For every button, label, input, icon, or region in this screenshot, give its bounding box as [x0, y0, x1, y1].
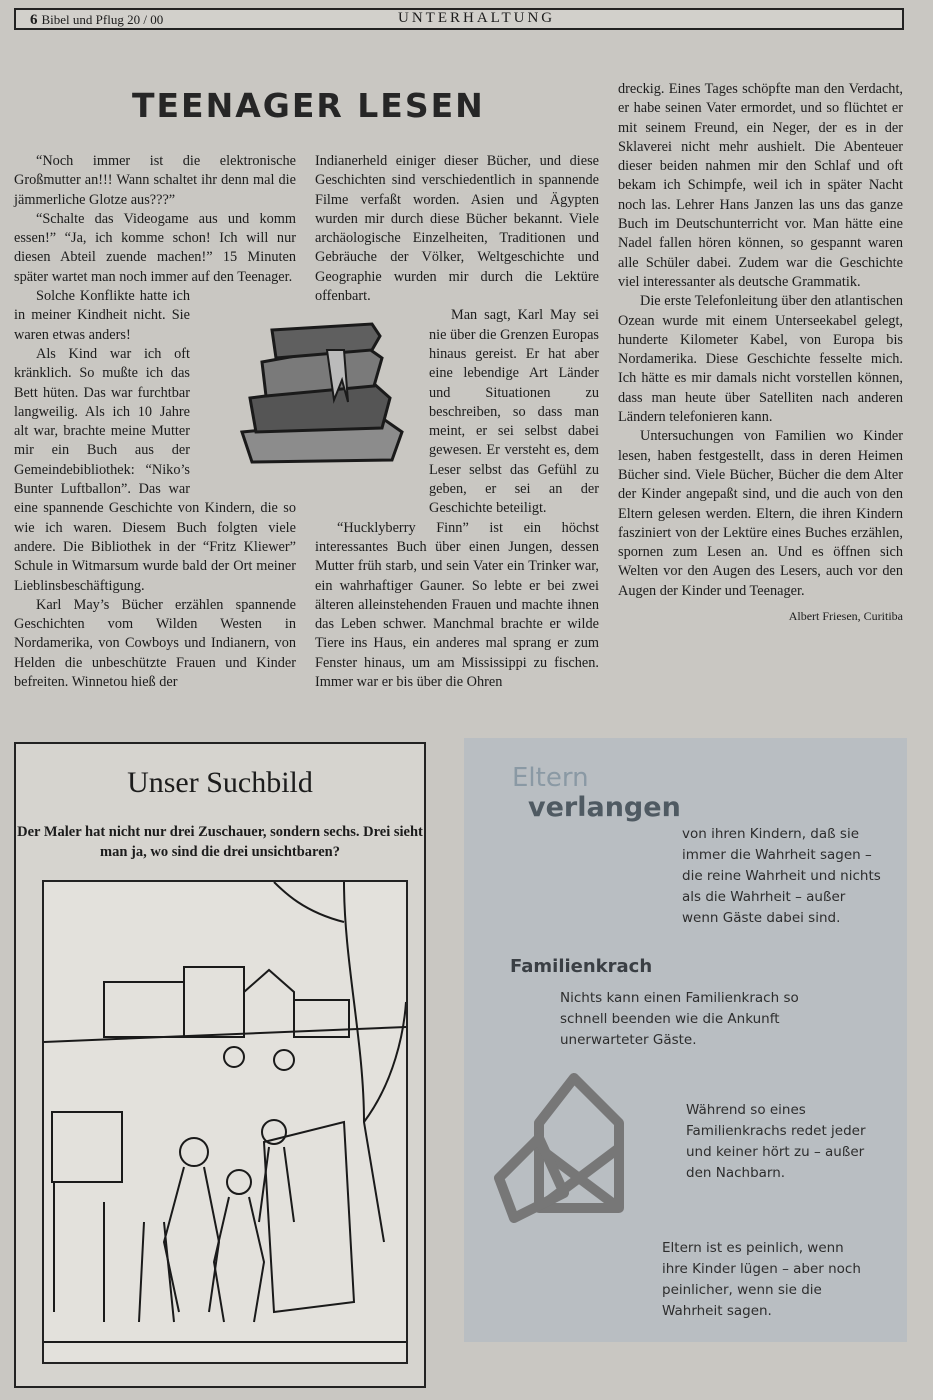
author-signature: Albert Friesen, Curitiba [788, 609, 903, 624]
article-column-3 [618, 80, 903, 626]
section-title: UNTERHALTUNG [398, 10, 556, 26]
paragraph: Indianerheld einiger dieser Bücher, und diese Geschichten sind verschiedentlich in spannende Filme verfaßt worden. Asien und Ägypten wurden mir durch diese Bücher bekannt. Viele archäologische Einzelheiten, Traditionen und Gebräuche der Völker, Weltgeschichte und Geographie wurden mir durch die Lektüre offenbart. [315, 153, 599, 305]
paragraph: “Schalte das Videogame aus und komm essen!” “Ja, ich komme schon! Ich will nur diesen Abteil zuende machen!” 15 Minuten später wartet man noch immer auf den Teenager. [14, 210, 296, 285]
paragraph: Man sagt, Karl May sei nie über die Grenzen Europas hinaus gereist. Er hat aber eine lebendige Art Länder und Situationen zu beschreiben, so dass man meint, er sei selbst dabei gewesen. Er versteht es, dem Leser selbst das Gefühl zu geben, er sei an der Geschichte beteiligt. [429, 307, 599, 517]
paragraph: Karl May’s Bücher erzählen spannende Geschichten vom Wilden Westen in Nordamerika, von Cowboys und Indianern, von Helden die unbeschützte Frauen und Kinder befreiten. Winnetou hieß der [14, 596, 296, 691]
page-info [30, 12, 163, 29]
ad-text-2: Nichts kann einen Familienkrach so schnell beenden wie die Ankunft unerwarteter Gäste. [560, 990, 799, 1048]
cartoon-illustration [42, 880, 408, 1364]
puzzle-box [14, 742, 426, 1388]
paragraph: “Hucklyberry Finn” ist ein höchst interessantes Buch über einen Jungen, dessen Mutter früh starb, und sein Vater ein Trinker war, ein wahrhaftiger Gauner. So lebte er bei zwei älteren alleinstehenden Frauen und machte ihnen das Leben schwer. Manchmal brachte er wilde Tiere ins Haus, ein anderes mal sprang er zum Fenster hinaus, um am Mississippi zu fischen. Immer war er bis über die Ohren [315, 519, 599, 691]
paragraph: Die erste Telefonleitung über den atlantischen Ozean wurde mit einem Unterseekabel gelegt, hunderte Kilometer Kabel, von Europa bis Nordamerika. Diese Geschichte fesselte mich. Ich hätte es mir damals nicht vorstellen können, dass man heute über Satelliten nach anderen Ländern telefonieren kann. [618, 293, 903, 426]
ad-text-4: Eltern ist es peinlich, wenn ihre Kinder lügen – aber noch peinlicher, wenn sie die Wahrheit sagen. [662, 1240, 861, 1319]
ad-text-1: von ihren Kindern, daß sie immer die Wahrheit sagen – die reine Wahrheit und nichts als die Wahrheit – außer wenn Gäste dabei sind. [682, 826, 881, 926]
page-number: 6 [30, 12, 38, 28]
page-header [14, 8, 904, 30]
envelope-house-icon [494, 1068, 644, 1228]
article-title: TEENAGER LESEN [132, 86, 485, 125]
puzzle-title: Unser Suchbild [127, 766, 313, 799]
ad-subheading: Familienkrach [510, 956, 653, 977]
ad-text-3: Während so eines Familienkrachs redet jeder und keiner hört zu – außer den Nachbarn. [686, 1102, 866, 1181]
ad-heading-top: Eltern [512, 763, 589, 793]
paragraph: dreckig. Eines Tages schöpfte man den Verdacht, er habe seinen Vater ermordet, und so flüchtet er mit seinem Freund, ein Neger, der es in der Sklaverei nicht mehr aushielt. Die Abenteuer dieser beiden nahmen mir den Schlaf und oft bekam ich Schimpfe, weil ich in später Nacht noch las. Lehrer Hans Janzen las uns das ganze Buch im Deutschunterricht vor. Man hätte eine Nadel fallen hören können, so gespannt waren alle Schüler dabei. Zudem war die Geschichte viel interessanter als deutsche Grammatik. [618, 81, 903, 290]
ad-panel [464, 738, 907, 1342]
puzzle-question: Der Maler hat nicht nur drei Zuschauer, sondern sechs. Drei sieht man ja, wo sind die drei unsichtbaren? [17, 824, 423, 860]
ad-heading-bottom: verlangen [528, 792, 681, 823]
paragraph: Solche Konflikte hatte ich in meiner Kindheit nicht. Sie waren etwas anders! [14, 288, 190, 343]
publication-name: Bibel und Pflug 20 / 00 [41, 12, 164, 27]
article-column-1 [14, 152, 296, 692]
article-column-2 [315, 152, 599, 692]
paragraph: Als Kind war ich oft kränklich. So mußte ich das Bett hüten. Das war furchtbar langweilig. Als ich 10 Jahre alt war, brachte meine Mutter mir ein Buch aus der Gemeindebibliothek: “Niko’s Bunter Luftballon”. Das war eine spannende Geschichte von Kindern, die so wie ich waren. Diesem Buch folgten viele andere. Die Bibliothek in der “Fritz Kliewer” Schule in Witmarsum wurde bald der Ort meiner Lieblinsbeschäftigung. [14, 345, 296, 594]
paragraph: “Noch immer ist die elektronische Großmutter an!!! Wann schaltet ihr denn mal die jämmerliche Glotze aus???” [14, 153, 296, 208]
paragraph: Untersuchungen von Familien wo Kinder lesen, haben festgestellt, dass in deren Heimen Bücher sind. Viele Bücher, Bücher die dem Alter der Kinder angepaßt sind, und die auch von den Eltern gelesen werden. Eltern, die ihren Kindern fasziniert von der Lektüre eines Buches erzählen, spornen zum Lesen an. Und es öffnen sich Welten vor den Augen des Lesers, auch vor den Augen der Kinder und Teenager. [618, 428, 903, 599]
